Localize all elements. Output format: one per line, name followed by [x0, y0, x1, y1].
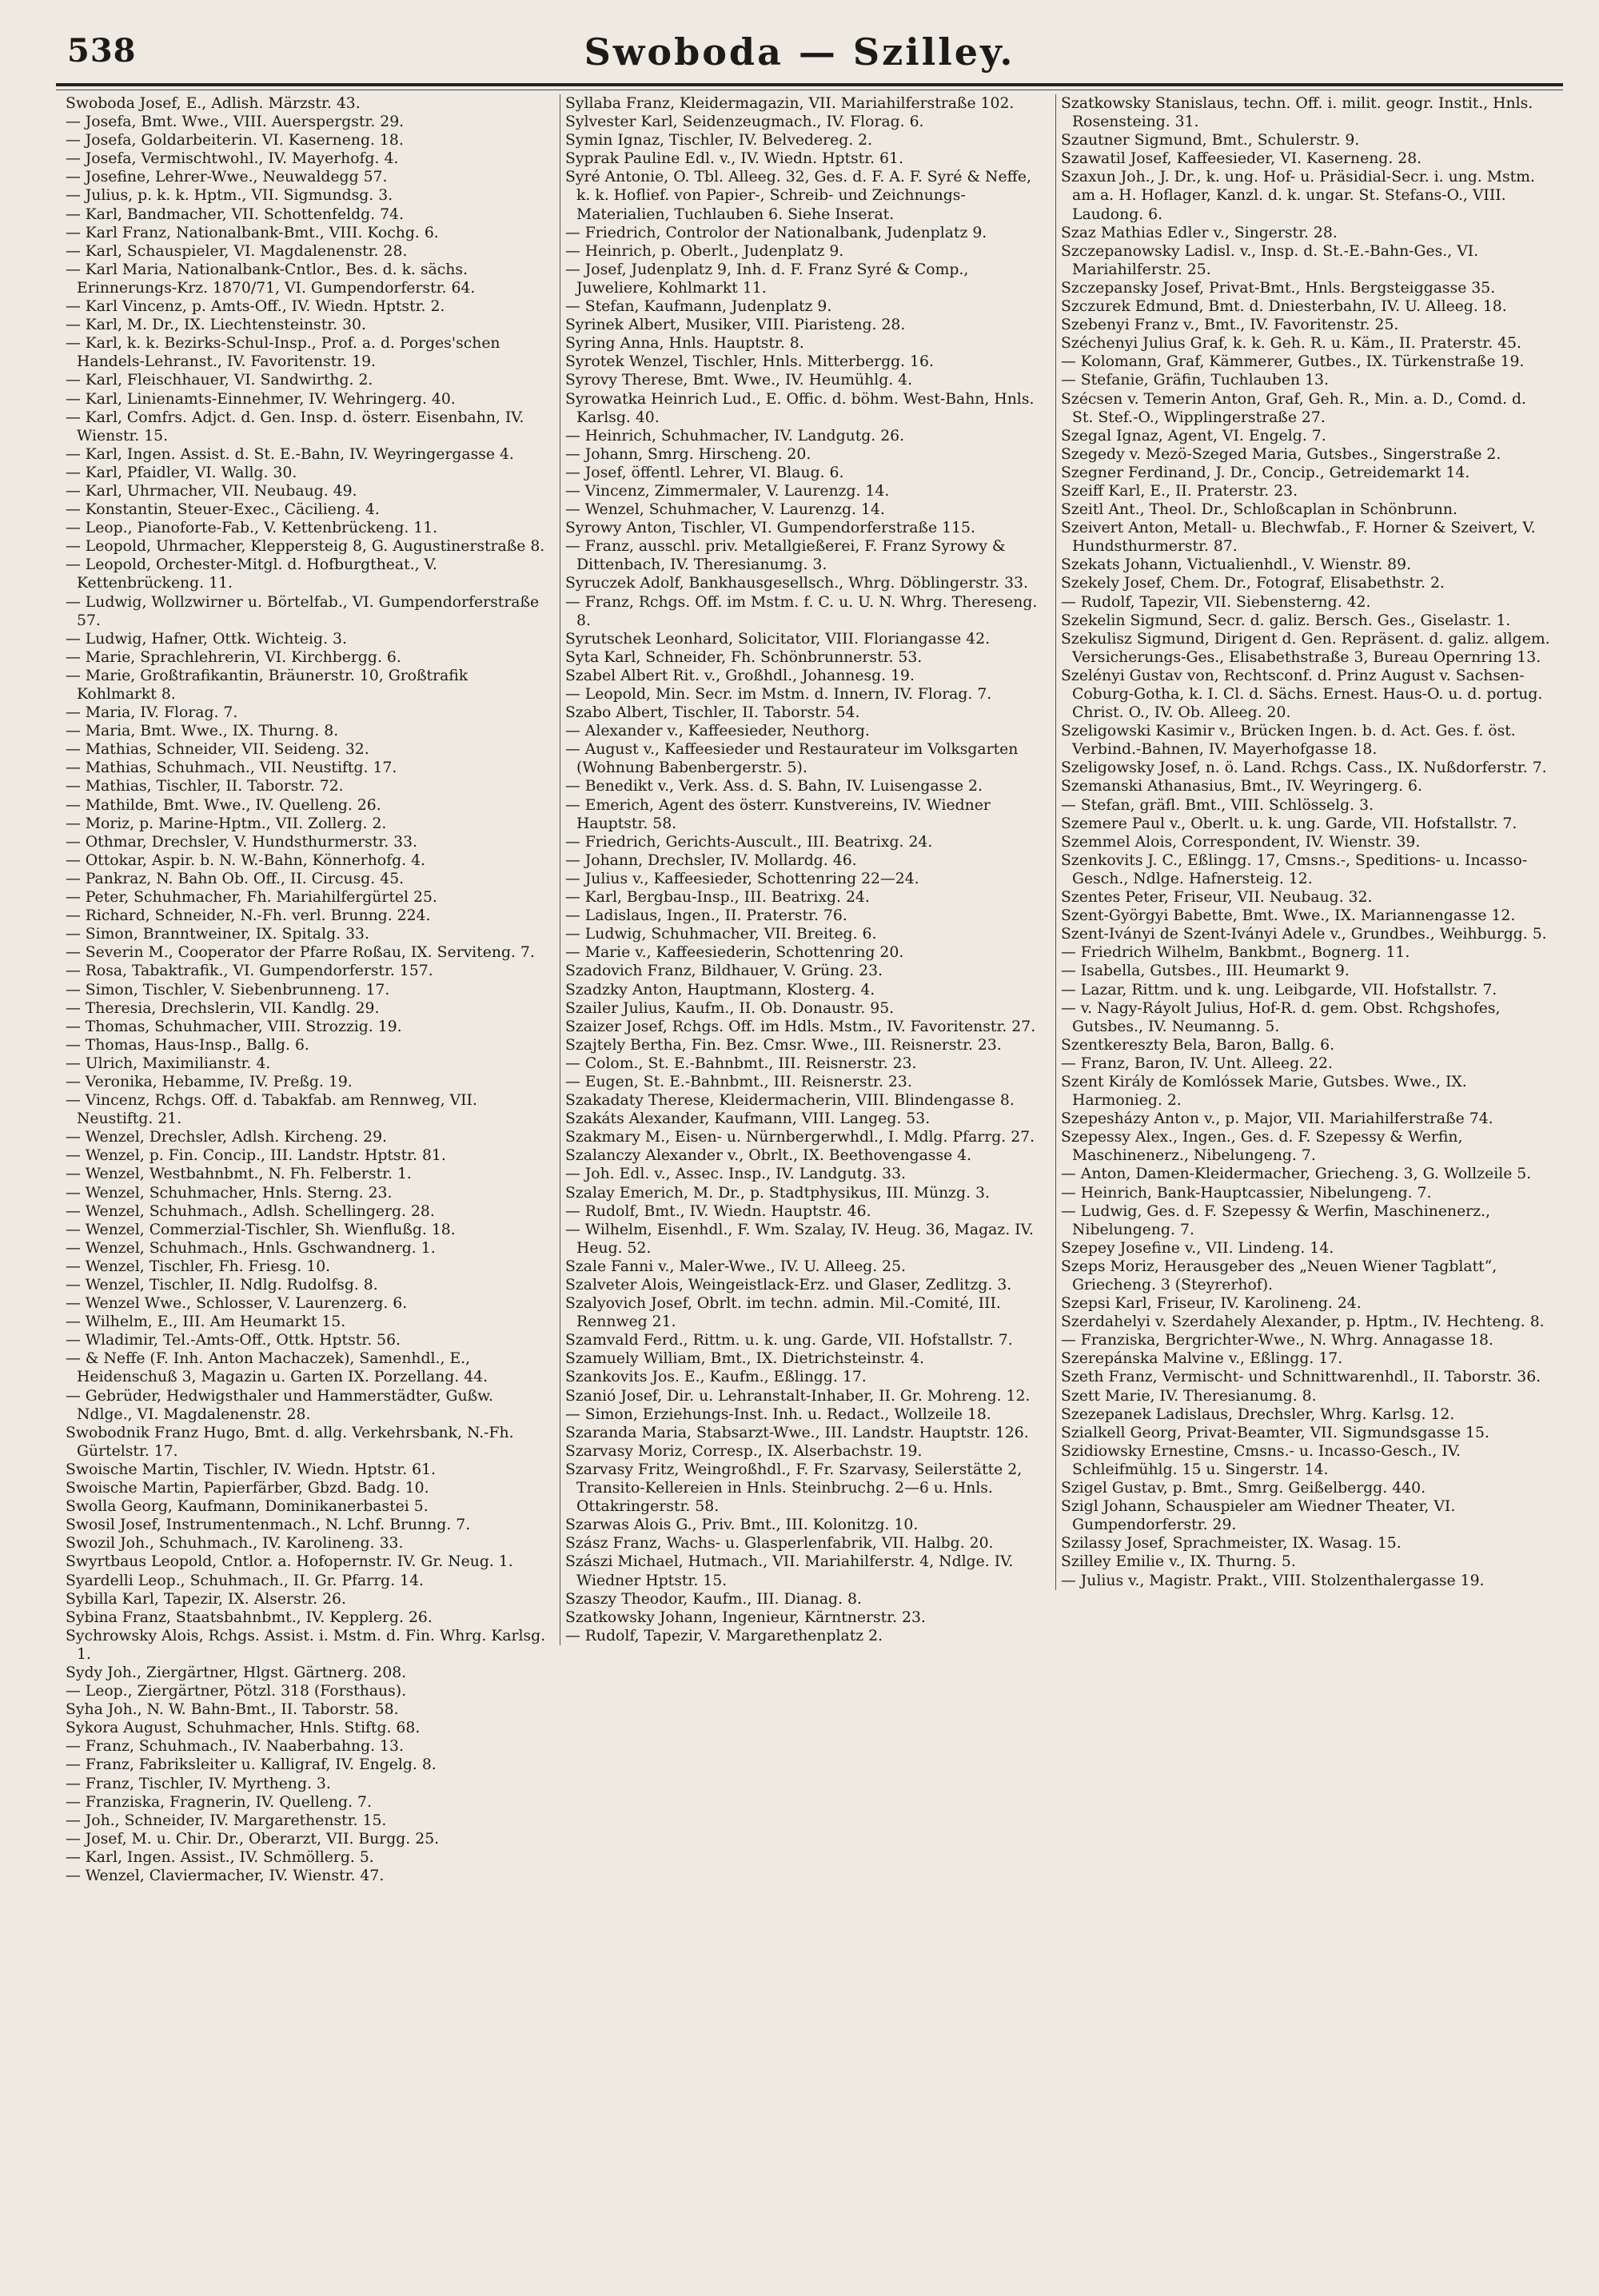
directory-entry: Szajtely Bertha, Fin. Bez. Cmsr. Wwe., III. Reisnerstr. 23.: [565, 1036, 1002, 1054]
directory-entry: Syrowatka Heinrich Lud., E. Offic. d. böhm. West-Bahn, Hnls. Karlsg. 40.: [565, 390, 1035, 426]
directory-entry: Szeiff Karl, E., II. Praterstr. 23.: [1061, 482, 1298, 500]
directory-entry: Szadovich Franz, Bildhauer, V. Grüng. 23.: [565, 963, 883, 980]
directory-entry: — Simon, Tischler, V. Siebenbrunneng. 17.: [66, 981, 390, 999]
directory-entry: Szeth Franz, Vermischt- und Schnittwarenhdl., II. Taborstr. 36.: [1061, 1369, 1541, 1386]
directory-entry: — Richard, Schneider, N.-Fh. verl. Brunng. 224.: [66, 907, 431, 925]
directory-entry: Sylvester Karl, Seidenzeugmach., IV. Florag. 6.: [565, 114, 924, 131]
directory-entry: — Karl, Bandmacher, VII. Schottenfeldg. 74.: [66, 205, 404, 223]
directory-entry: Szidiowsky Ernestine, Cmsns.- u. Incasso-Gesch., IV. Schleifmühlg. 15 u. Singerstr. 14.: [1061, 1442, 1461, 1478]
directory-entry: — August v., Kaffeesieder und Restaurateur im Volksgarten (Wohnung Babenbergerstr. 5).: [565, 741, 1019, 777]
directory-entry: Szentkereszty Bela, Baron, Ballg. 6.: [1061, 1036, 1335, 1054]
directory-entry: Szakadaty Therese, Kleidermacherin, VIII. Blindengasse 8.: [565, 1092, 1015, 1110]
directory-entry: Szentes Peter, Friseur, VII. Neubaug. 32.: [1061, 889, 1373, 907]
directory-entry: — Marie v., Kaffeesiederin, Schottenring 20.: [565, 944, 904, 962]
directory-entry: — Heinrich, Schuhmacher, IV. Landgutg. 26.: [565, 427, 905, 444]
directory-entry: Széchenyi Julius Graf, k. k. Geh. R. u. Käm., II. Praterstr. 45.: [1061, 335, 1522, 353]
directory-entry: — Josefa, Goldarbeiterin. VI. Kaserneng. 18.: [66, 132, 404, 149]
directory-entry: Szeligowski Kasimir v., Brücken Ingen. b. d. Act. Ges. f. öst. Verbind.-Bahnen, IV. Mayerhofgasse 18.: [1061, 723, 1516, 759]
directory-entry: Sybilla Karl, Tapezir, IX. Alserstr. 26.: [66, 1590, 346, 1608]
directory-entry: — Karl, Linienamts-Einnehmer, IV. Wehringerg. 40.: [66, 390, 456, 408]
directory-entry: Swyrtbaus Leopold, Cntlor. a. Hofopernstr. IV. Gr. Neug. 1.: [66, 1553, 513, 1571]
directory-entry: — Wenzel, Schuhmacher, V. Laurenzg. 14.: [565, 501, 885, 519]
directory-entry: Sydy Joh., Ziergärtner, Hlgst. Gärtnerg. 208.: [66, 1664, 407, 1681]
directory-entry: Syruczek Adolf, Bankhausgesellsch., Whrg. Döblingerstr. 33.: [565, 575, 1028, 592]
directory-entry: Szent Király de Komlóssek Marie, Gutsbes. Wwe., IX. Harmonieg. 2.: [1061, 1073, 1467, 1110]
directory-entry: — Stefan, gräfl. Bmt., VIII. Schlösselg. 3.: [1061, 796, 1374, 814]
directory-entry: — Gebrüder, Hedwigsthaler und Hammerstädter, Gußw. Ndlge., VI. Magdalenenstr. 28.: [66, 1387, 493, 1423]
directory-entry: Szerepánska Malvine v., Eßlingg. 17.: [1061, 1350, 1343, 1368]
directory-entry: Szepsi Karl, Friseur, IV. Karolineng. 24.: [1061, 1295, 1362, 1313]
directory-entry: Swobodnik Franz Hugo, Bmt. d. allg. Verkehrsbank, N.-Fh. Gürtelstr. 17.: [66, 1424, 514, 1460]
directory-entry: Symin Ignaz, Tischler, IV. Belvedereg. 2.: [565, 132, 873, 149]
directory-entry: — Leopold, Orchester-Mitgl. d. Hofburgtheat., V. Kettenbrückeng. 11.: [66, 556, 437, 592]
directory-entry: — Rudolf, Tapezir, V. Margarethenplatz 2.: [565, 1627, 883, 1644]
directory-entry: Szakmary M., Eisen- u. Nürnbergerwhdl., I. Mdlg. Pfarrg. 27.: [565, 1129, 1035, 1146]
directory-entry: — Wenzel, p. Fin. Concip., III. Landstr. Hptstr. 81.: [66, 1147, 446, 1165]
directory-entry: — Anton, Damen-Kleidermacher, Griecheng. 3, G. Wollzeile 5.: [1061, 1166, 1532, 1183]
directory-entry: Szczepansky Josef, Privat-Bmt., Hnls. Bergsteiggasse 35.: [1061, 279, 1496, 297]
directory-entry: — Johann, Smrg. Hirscheng. 20.: [565, 445, 811, 463]
directory-entry: — Karl, Ingen. Assist. d. St. E.-Bahn, IV. Weyringergasse 4.: [66, 445, 514, 463]
directory-entry: — Ottokar, Aspir. b. N. W.-Bahn, Könnerhofg. 4.: [66, 851, 426, 869]
directory-entry: — Wenzel, Schuhmach., Adlsh. Schellingerg. 28.: [66, 1202, 435, 1220]
directory-entry: Syrowy Anton, Tischler, VI. Gumpendorferstraße 115.: [565, 520, 975, 537]
directory-entry: Szalanczy Alexander v., Obrlt., IX. Beethovengasse 4.: [565, 1147, 972, 1165]
directory-entry: Szeps Moriz, Herausgeber des „Neuen Wiener Tagblatt“, Griecheng. 3 (Steyrerhof).: [1061, 1258, 1497, 1293]
directory-entry: — Marie, Sprachlehrerin, VI. Kirchbergg. 6.: [66, 648, 401, 666]
directory-entry: — Friedrich, Controlor der Nationalbank, Judenplatz 9.: [565, 224, 987, 241]
directory-entry: Szczepanowsky Ladisl. v., Insp. d. St.-E.-Bahn-Ges., VI. Mariahilferstr. 25.: [1061, 242, 1479, 278]
directory-entry: — Mathias, Schneider, VII. Seideng. 32.: [66, 741, 369, 759]
directory-entry: — Wenzel Wwe., Schlosser, V. Laurenzerg. 6.: [66, 1295, 408, 1313]
directory-entry: Szadzky Anton, Hauptmann, Klosterg. 4.: [565, 981, 875, 999]
directory-entry: Szepesházy Anton v., p. Major, VII. Mariahilferstraße 74.: [1061, 1110, 1493, 1128]
directory-entry: Szautner Sigmund, Bmt., Schulerstr. 9.: [1061, 132, 1360, 149]
directory-entry: Sychrowsky Alois, Rchgs. Assist. i. Mstm. d. Fin. Whrg. Karlsg. 1.: [66, 1627, 546, 1663]
directory-entry: — Franziska, Bergrichter-Wwe., N. Whrg. Annagasse 18.: [1061, 1332, 1493, 1349]
directory-entry: — Wenzel, Commerzial-Tischler, Sh. Wienflußg. 18.: [66, 1221, 456, 1238]
directory-entry: — Karl Maria, Nationalbank-Cntlor., Bes. d. k. sächs. Erinnerungs-Krz. 1870/71, VI. Gumpendorferstr. 64.: [66, 261, 476, 297]
directory-entry: Syha Joh., N. W. Bahn-Bmt., II. Taborstr. 58.: [66, 1701, 399, 1719]
directory-entry: — Wilhelm, Eisenhdl., F. Wm. Szalay, IV. Heug. 36, Magaz. IV. Heug. 52.: [565, 1221, 1034, 1257]
directory-entry: — Kolomann, Graf, Kämmerer, Gutbes., IX. Türkenstraße 19.: [1061, 353, 1525, 371]
directory-entry: Syta Karl, Schneider, Fh. Schönbrunnerstr. 53.: [565, 648, 923, 666]
directory-entry: — Severin M., Cooperator der Pfarre Roßau, IX. Serviteng. 7.: [66, 944, 535, 962]
directory-entry: — Karl, Uhrmacher, VII. Neubaug. 49.: [66, 482, 357, 500]
directory-entry: Syrotek Wenzel, Tischler, Hnls. Mitterbergg. 16.: [565, 353, 934, 371]
directory-entry: Szaz Mathias Edler v., Singerstr. 28.: [1061, 224, 1338, 241]
directory-entry: — Franz, Baron, IV. Unt. Alleeg. 22.: [1061, 1054, 1333, 1072]
directory-entry: — Wilhelm, E., III. Am Heumarkt 15.: [66, 1313, 346, 1331]
directory-entry: Szegedy v. Mezö-Szeged Maria, Gutsbes., Singerstraße 2.: [1061, 445, 1501, 463]
directory-entry: Szelényi Gustav von, Rechtsconf. d. Prinz August v. Sachsen-Coburg-Gotha, k. I. Cl. d. Sächs. Ernest. Haus-O. u. d. portug. Christ. O., IV. Ob. Alleeg. 20.: [1061, 667, 1543, 722]
directory-entry: — Veronika, Hebamme, IV. Preßg. 19.: [66, 1073, 353, 1090]
directory-entry: — Wenzel, Tischler, Fh. Friesg. 10.: [66, 1258, 331, 1275]
directory-entry: Szawatil Josef, Kaffeesieder, VI. Kaserneng. 28.: [1061, 150, 1422, 168]
directory-entry: — Moriz, p. Marine-Hptm., VII. Zollerg. 2.: [66, 815, 387, 832]
directory-entry: — Mathilde, Bmt. Wwe., IV. Quelleng. 26.: [66, 796, 381, 814]
directory-entry: Swoische Martin, Papierfärber, Gbzd. Badg. 10.: [66, 1480, 429, 1497]
directory-entry: — v. Nagy-Ráyolt Julius, Hof-R. d. gem. Obst. Rchgshofes, Gutsbes., IV. Neumanng. 5.: [1061, 999, 1501, 1035]
directory-entry: — Wladimir, Tel.-Amts-Off., Ottk. Hptstr. 56.: [66, 1332, 401, 1349]
directory-entry: Szalveter Alois, Weingeistlack-Erz. und Glaser, Zedlitzg. 3.: [565, 1277, 1012, 1293]
directory-entry: — Eugen, St. E.-Bahnbmt., III. Reisnerstr. 23.: [565, 1073, 912, 1090]
directory-entry: — Karl, Schauspieler, VI. Magdalenenstr. 28.: [66, 242, 408, 260]
directory-entry: Swoische Martin, Tischler, IV. Wiedn. Hptstr. 61.: [66, 1461, 436, 1478]
directory-entry: Szialkell Georg, Privat-Beamter, VII. Sigmundsgasse 15.: [1061, 1424, 1489, 1441]
directory-entry: — Marie, Großtrafikantin, Bräunerstr. 10, Großtrafik Kohlmarkt 8.: [66, 667, 469, 703]
directory-entry: — Friedrich Wilhelm, Bankbmt., Bognerg. 11.: [1061, 944, 1410, 962]
directory-entry: Szemere Paul v., Oberlt. u. k. ung. Garde, VII. Hofstallstr. 7.: [1061, 815, 1517, 832]
directory-column-middle: [560, 94, 1045, 1645]
directory-column-right: [1055, 94, 1550, 1590]
directory-entry: — Julius v., Kaffeesieder, Schottenring 22—24.: [565, 870, 919, 887]
directory-entry: — Karl, Ingen. Assist., IV. Schmöllerg. 5.: [66, 1848, 374, 1866]
directory-entry: Swosil Josef, Instrumentenmach., N. Lchf. Brunng. 7.: [66, 1517, 471, 1534]
directory-entry: Szczurek Edmund, Bmt. d. Dniesterbahn, IV. U. Alleeg. 18.: [1061, 298, 1507, 316]
directory-entry: — Karl, M. Dr., IX. Liechtensteinstr. 30.: [66, 317, 366, 334]
directory-entry: Szigel Gustav, p. Bmt., Smrg. Geißelbergg. 440.: [1061, 1480, 1426, 1497]
directory-entry: — Stefanie, Gräfin, Tuchlauben 13.: [1061, 372, 1329, 389]
directory-entry: — Friedrich, Gerichts-Auscult., III. Beatrixg. 24.: [565, 833, 933, 851]
directory-entry: — Vincenz, Rchgs. Off. d. Tabakfab. am Rennweg, VII. Neustiftg. 21.: [66, 1092, 477, 1128]
directory-entry: — Karl, Fleischhauer, VI. Sandwirthg. 2.: [66, 372, 373, 389]
directory-entry: Szamuely William, Bmt., IX. Dietrichsteinstr. 4.: [565, 1350, 924, 1368]
directory-entry: Szepey Josefine v., VII. Lindeng. 14.: [1061, 1239, 1334, 1257]
directory-entry: Szegal Ignaz, Agent, VI. Engelg. 7.: [1061, 427, 1326, 444]
directory-entry: — Pankraz, N. Bahn Ob. Off., II. Circusg. 45.: [66, 870, 405, 887]
directory-entry: Szatkowsky Johann, Ingenieur, Kärntnerstr. 23.: [565, 1608, 926, 1626]
header-rule: [56, 83, 1563, 86]
directory-entry: Syré Antonie, O. Tbl. Alleeg. 32, Ges. d. F. A. F. Syré & Neffe, k. k. Hoflief. von Papier-, Schreib- und Zeichnungs-Materialien, Tuchlauben 6. Siehe Inserat.: [565, 169, 1032, 223]
directory-entry: Syrinek Albert, Musiker, VIII. Piaristeng. 28.: [565, 317, 906, 334]
directory-entry: — Benedikt v., Verk. Ass. d. S. Bahn, IV. Luisengasse 2.: [565, 778, 983, 795]
directory-entry: — Ludwig, Wollzwirner u. Börtelfab., VI. Gumpendorferstraße 57.: [66, 593, 540, 629]
directory-entry: Syring Anna, Hnls. Hauptstr. 8.: [565, 335, 804, 353]
directory-entry: Szepessy Alex., Ingen., Ges. d. F. Szepessy & Werfin, Maschinenerz., Nibelungeng. 7.: [1061, 1129, 1463, 1165]
directory-entry: Syrutschek Leonhard, Solicitator, VIII. Floriangasse 42.: [565, 630, 991, 648]
directory-entry: Szaszy Theodor, Kaufm., III. Dianag. 8.: [565, 1590, 862, 1608]
directory-entry: — Wenzel, Claviermacher, IV. Wienstr. 47.: [66, 1867, 385, 1884]
directory-entry: Szalyovich Josef, Obrlt. im techn. admin. Mil.-Comité, III. Rennweg 21.: [565, 1295, 1001, 1331]
directory-entry: — Franz, ausschl. priv. Metallgießerei, F. Franz Syrowy & Dittenbach, IV. Theresianumg. 3.: [565, 538, 1006, 574]
directory-entry: — Joh., Schneider, IV. Margarethenstr. 15.: [66, 1812, 387, 1829]
directory-entry: Szekats Johann, Victualienhdl., V. Wienstr. 89.: [1061, 556, 1412, 574]
directory-entry: — Leopold, Min. Secr. im Mstm. d. Innern, IV. Florag. 7.: [565, 686, 992, 703]
directory-entry: Szakáts Alexander, Kaufmann, VIII. Langeg. 53.: [565, 1110, 931, 1128]
directory-entry: Szeitl Ant., Theol. Dr., Schloßcaplan in Schönbrunn.: [1061, 501, 1457, 519]
directory-entry: — Franziska, Fragnerin, IV. Quelleng. 7.: [66, 1793, 372, 1811]
directory-entry: — Simon, Erziehungs-Inst. Inh. u. Redact., Wollzeile 18.: [565, 1405, 991, 1423]
directory-entry: — Vincenz, Zimmermaler, V. Laurenzg. 14.: [565, 482, 890, 500]
directory-entry: — Rudolf, Tapezir, VII. Siebensterng. 42.: [1061, 593, 1371, 611]
directory-entry: Szász Franz, Wachs- u. Glasperlenfabrik, VII. Halbg. 20.: [565, 1535, 994, 1553]
directory-entry: Szabel Albert Rit. v., Großhdl., Johannesg. 19.: [565, 667, 915, 684]
directory-entry: — Karl, Bergbau-Insp., III. Beatrixg. 24.: [565, 889, 870, 907]
directory-entry: Szaranda Maria, Stabsarzt-Wwe., III. Landstr. Hauptstr. 126.: [565, 1424, 1029, 1441]
directory-entry: Szezepanek Ladislaus, Drechsler, Whrg. Karlsg. 12.: [1061, 1405, 1455, 1423]
directory-entry: — Josefa, Bmt. Wwe., VIII. Auerspergstr. 29.: [66, 114, 405, 131]
directory-entry: Szekulisz Sigmund, Dirigent d. Gen. Repräsent. d. galiz. allgem. Versicherungs-Ges., Elisabethstraße 3, Bureau Opernring 13.: [1061, 630, 1550, 666]
directory-entry: Szailer Julius, Kaufm., II. Ob. Donaustr. 95.: [565, 999, 895, 1017]
directory-entry: Szegner Ferdinand, J. Dr., Concip., Getreidemarkt 14.: [1061, 464, 1470, 481]
directory-entry: Szatkowsky Stanislaus, techn. Off. i. milit. geogr. Instit., Hnls. Rosensteing. 31.: [1061, 95, 1533, 131]
directory-entry: Szilassy Josef, Sprachmeister, IX. Wasag. 15.: [1061, 1535, 1402, 1553]
directory-entry: Szászi Michael, Hutmach., VII. Mariahilferstr. 4, Ndlge. IV. Wiedner Hptstr. 15.: [565, 1553, 1014, 1589]
directory-entry: Szeligowsky Josef, n. ö. Land. Rchgs. Cass., IX. Nußdorferstr. 7.: [1061, 759, 1547, 777]
directory-entry: — Alexander v., Kaffeesieder, Neuthorg.: [565, 723, 870, 740]
directory-entry: Szent-Iványi de Szent-Iványi Adele v., Grundbes., Weihburgg. 5.: [1061, 926, 1547, 943]
directory-entry: — Lazar, Rittm. und k. ung. Leibgarde, VII. Hofstallstr. 7.: [1061, 981, 1497, 999]
directory-entry: — Johann, Drechsler, IV. Mollardg. 46.: [565, 851, 857, 869]
directory-entry: — Heinrich, p. Oberlt., Judenplatz 9.: [565, 242, 844, 260]
directory-entry: Szigl Johann, Schauspieler am Wiedner Theater, VI. Gumpendorferstr. 29.: [1061, 1498, 1456, 1534]
directory-entry: — Franz, Tischler, IV. Myrtheng. 3.: [66, 1775, 331, 1792]
directory-entry: — Josefine, Lehrer-Wwe., Neuwaldegg 57.: [66, 169, 388, 186]
directory-entry: — Ladislaus, Ingen., II. Praterstr. 76.: [565, 907, 847, 925]
directory-entry: — Ulrich, Maximilianstr. 4.: [66, 1054, 271, 1072]
directory-entry: Szankovits Jos. E., Kaufm., Eßlingg. 17.: [565, 1369, 867, 1386]
directory-entry: Szent-Györgyi Babette, Bmt. Wwe., IX. Mariannengasse 12.: [1061, 907, 1516, 925]
directory-entry: — Franz, Rchgs. Off. im Mstm. f. C. u. U. N. Whrg. Thereseng. 8.: [565, 593, 1038, 629]
directory-entry: — Wenzel, Westbahnbmt., N. Fh. Felberstr. 1.: [66, 1166, 412, 1183]
directory-entry: — Franz, Fabriksleiter u. Kalligraf, IV. Engelg. 8.: [66, 1756, 437, 1774]
directory-entry: — Othmar, Drechsler, V. Hundsthurmerstr. 33.: [66, 833, 418, 851]
directory-entry: — Theresia, Drechslerin, VII. Kandlg. 29.: [66, 999, 380, 1017]
directory-entry: — Simon, Branntweiner, IX. Spitalg. 33.: [66, 926, 369, 943]
directory-entry: Szabo Albert, Tischler, II. Taborstr. 54.: [565, 704, 860, 722]
directory-entry: — Thomas, Haus-Insp., Ballg. 6.: [66, 1036, 309, 1054]
directory-entry: — Stefan, Kaufmann, Judenplatz 9.: [565, 298, 832, 316]
directory-entry: Szaxun Joh., J. Dr., k. ung. Hof- u. Präsidial-Secr. i. ung. Mstm. am a. H. Hoflager, Kanzl. d. k. ungar. St. Stefans-O., VIII. Laudong. 6.: [1061, 169, 1535, 223]
directory-entry: — Karl, k. k. Bezirks-Schul-Insp., Prof. a. d. Porges'schen Handels-Lehranst., IV. Favoritenstr. 19.: [66, 335, 500, 371]
directory-entry: — Leop., Ziergärtner, Pötzl. 318 (Forsthaus).: [66, 1683, 407, 1700]
directory-entry: — Emerich, Agent des österr. Kunstvereins, IV. Wiedner Hauptstr. 58.: [565, 796, 991, 832]
directory-entry: Szekelin Sigmund, Secr. d. galiz. Bersch. Ges., Giselastr. 1.: [1061, 612, 1511, 629]
directory-entry: — Konstantin, Steuer-Exec., Cäcilieng. 4.: [66, 501, 380, 519]
directory-entry: Szett Marie, IV. Theresianumg. 8.: [1061, 1387, 1317, 1405]
directory-entry: — Isabella, Gutsbes., III. Heumarkt 9.: [1061, 963, 1350, 980]
page-title: Swoboda — Szilley.: [584, 30, 1015, 74]
directory-entry: — Ludwig, Schuhmacher, VII. Breiteg. 6.: [565, 926, 877, 943]
directory-entry: Swolla Georg, Kaufmann, Dominikanerbastei 5.: [66, 1498, 429, 1516]
directory-entry: — Karl Franz, Nationalbank-Bmt., VIII. Kochg. 6.: [66, 224, 439, 241]
directory-entry: — Josef, öffentl. Lehrer, VI. Blaug. 6.: [565, 464, 844, 481]
directory-entry: Szilley Emilie v., IX. Thurng. 5.: [1061, 1553, 1296, 1571]
directory-entry: Szeivert Anton, Metall- u. Blechwfab., F. Horner & Szeivert, V. Hundsthurmerstr. 87.: [1061, 520, 1536, 556]
directory-entry: — & Neffe (F. Inh. Anton Machaczek), Samenhdl., E., Heidenschuß 3, Magazin u. Garten IX. Porzellang. 44.: [66, 1350, 488, 1386]
directory-entry: Szekely Josef, Chem. Dr., Fotograf, Elisabethstr. 2.: [1061, 575, 1445, 592]
directory-entry: Szamvald Ferd., Rittm. u. k. ung. Garde, VII. Hofstallstr. 7.: [565, 1332, 1013, 1349]
directory-entry: — Rosa, Tabaktrafik., VI. Gumpendorferstr. 157.: [66, 963, 433, 980]
directory-entry: — Joh. Edl. v., Assec. Insp., IV. Landgutg. 33.: [565, 1166, 907, 1183]
directory-entry: — Wenzel, Drechsler, Adlsh. Kircheng. 29.: [66, 1129, 388, 1146]
directory-entry: Szenkovits J. C., Eßlingg. 17, Cmsns.-, Speditions- u. Incasso-Gesch., Ndlge. Hafnersteig. 12.: [1061, 851, 1528, 887]
directory-entry: — Rudolf, Bmt., IV. Wiedn. Hauptstr. 46.: [565, 1202, 871, 1220]
directory-entry: Szanió Josef, Dir. u. Lehranstalt-Inhaber, II. Gr. Mohreng. 12.: [565, 1387, 1031, 1405]
directory-entry: Syrovy Therese, Bmt. Wwe., IV. Heumühlg. 4.: [565, 372, 913, 389]
directory-entry: Swoboda Josef, E., Adlish. Märzstr. 43.: [66, 95, 361, 112]
directory-entry: — Josef, Judenplatz 9, Inh. d. F. Franz Syré & Comp., Juweliere, Kohlmarkt 11.: [565, 261, 969, 297]
directory-entry: — Julius, p. k. k. Hptm., VII. Sigmundsg. 3.: [66, 187, 393, 205]
directory-entry: — Josefa, Vermischtwohl., IV. Mayerhofg. 4.: [66, 150, 399, 168]
directory-entry: Szarwas Alois G., Priv. Bmt., III. Kolonitzg. 10.: [565, 1517, 919, 1534]
directory-entry: — Maria, Bmt. Wwe., IX. Thurng. 8.: [66, 723, 339, 740]
directory-entry: — Leop., Pianoforte-Fab., V. Kettenbrückeng. 11.: [66, 520, 438, 537]
directory-entry: — Ludwig, Hafner, Ottk. Wichteig. 3.: [66, 630, 347, 648]
directory-entry: — Josef, M. u. Chir. Dr., Oberarzt, VII. Burgg. 25.: [66, 1830, 440, 1848]
directory-entry: Syllaba Franz, Kleidermagazin, VII. Mariahilferstraße 102.: [565, 95, 1015, 112]
directory-entry: Swozil Joh., Schuhmach., IV. Karolineng. 33.: [66, 1535, 404, 1553]
directory-entry: — Wenzel, Schuhmach., Hnls. Gschwandnerg. 1.: [66, 1239, 436, 1257]
directory-entry: Szale Fanni v., Maler-Wwe., IV. U. Alleeg. 25.: [565, 1258, 907, 1275]
directory-entry: Szalay Emerich, M. Dr., p. Stadtphysikus, III. Münzg. 3.: [565, 1184, 990, 1202]
directory-entry: — Karl Vincenz, p. Amts-Off., IV. Wiedn. Hptstr. 2.: [66, 298, 445, 316]
directory-entry: — Heinrich, Bank-Hauptcassier, Nibelungeng. 7.: [1061, 1184, 1432, 1202]
directory-entry: Szaizer Josef, Rchgs. Off. im Hdls. Mstm., IV. Favoritenstr. 27.: [565, 1018, 1036, 1035]
directory-entry: — Julius v., Magistr. Prakt., VIII. Stolzenthalergasse 19.: [1061, 1572, 1485, 1589]
directory-entry: — Maria, IV. Florag. 7.: [66, 704, 238, 722]
directory-entry: — Mathias, Schuhmach., VII. Neustiftg. 17.: [66, 759, 397, 777]
page-number: 538: [67, 32, 137, 70]
directory-entry: — Colom., St. E.-Bahnbmt., III. Reisnerstr. 23.: [565, 1054, 917, 1072]
directory-entry: — Peter, Schuhmacher, Fh. Mariahilfergürtel 25.: [66, 889, 437, 907]
directory-entry: Szebenyi Franz v., Bmt., IV. Favoritenstr. 25.: [1061, 317, 1399, 334]
directory-entry: — Wenzel, Tischler, II. Ndlg. Rudolfsg. 8.: [66, 1277, 378, 1293]
directory-entry: Szécsen v. Temerin Anton, Graf, Geh. R., Min. a. D., Comd. d. St. Stef.-O., Wipplingerstraße 27.: [1061, 390, 1526, 426]
directory-entry: — Karl, Pfaidler, VI. Wallg. 30.: [66, 464, 297, 481]
directory-entry: Sykora August, Schuhmacher, Hnls. Stiftg. 68.: [66, 1720, 421, 1737]
directory-entry: — Mathias, Tischler, II. Taborstr. 72.: [66, 778, 344, 795]
directory-entry: Szemmel Alois, Correspondent, IV. Wienstr. 39.: [1061, 833, 1421, 851]
directory-entry: Syardelli Leop., Schuhmach., II. Gr. Pfarrg. 14.: [66, 1572, 425, 1589]
directory-entry: — Wenzel, Schuhmacher, Hnls. Sterng. 23.: [66, 1184, 393, 1202]
directory-entry: Syprak Pauline Edl. v., IV. Wiedn. Hptstr. 61.: [565, 150, 903, 168]
directory-entry: Szemanski Athanasius, Bmt., IV. Weyringerg. 6.: [1061, 778, 1422, 795]
directory-entry: Szarvasy Fritz, Weingroßhdl., F. Fr. Szarvasy, Seilerstätte 2, Transito-Kellereien in Hnls. Steinbruchg. 2—6 u. Hnls. Ottakringerstr. 58.: [565, 1461, 1023, 1516]
directory-entry: — Thomas, Schuhmacher, VIII. Strozzig. 19.: [66, 1018, 402, 1035]
directory-entry: — Karl, Comfrs. Adjct. d. Gen. Insp. d. österr. Eisenbahn, IV. Wienstr. 15.: [66, 409, 524, 444]
directory-entry: Szerdahelyi v. Szerdahely Alexander, p. Hptm., IV. Hechteng. 8.: [1061, 1313, 1545, 1331]
directory-entry: — Ludwig, Ges. d. F. Szepessy & Werfin, Maschinenerz., Nibelungeng. 7.: [1061, 1202, 1490, 1238]
directory-entry: — Franz, Schuhmach., IV. Naaberbahng. 13.: [66, 1738, 404, 1756]
directory-entry: Szarvasy Moriz, Corresp., IX. Alserbachstr. 19.: [565, 1442, 923, 1460]
directory-entry: Sybina Franz, Staatsbahnbmt., IV. Kepplerg. 26.: [66, 1608, 433, 1626]
directory-column-left: [66, 94, 552, 1885]
directory-entry: — Leopold, Uhrmacher, Kleppersteig 8, G. Augustinerstraße 8.: [66, 538, 545, 556]
